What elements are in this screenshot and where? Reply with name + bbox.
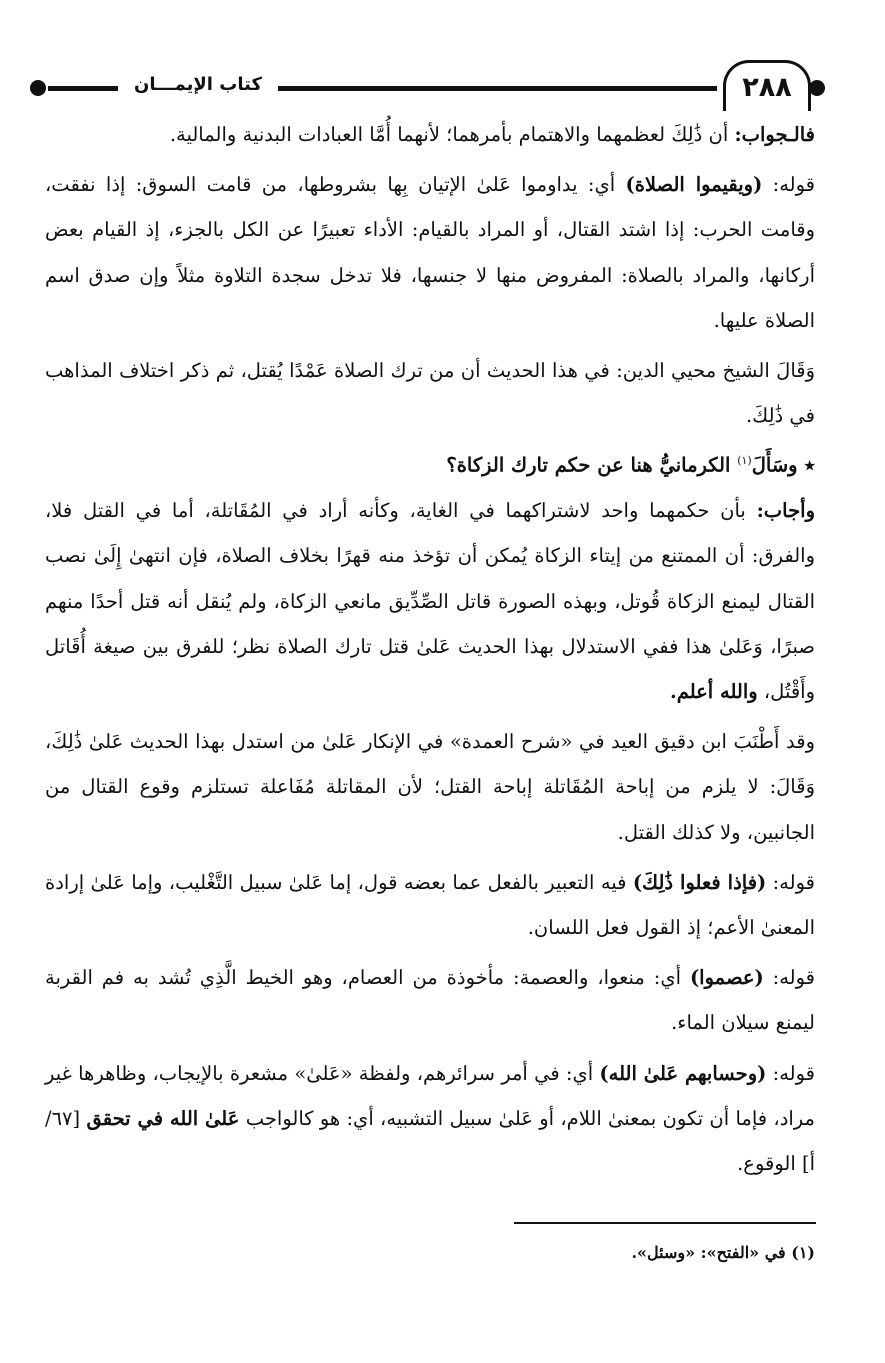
hadith-quote: (ويقيموا الصلاة) xyxy=(625,173,763,197)
paragraph-fa-idha-faalu xyxy=(45,860,815,950)
qawluhu-label: قوله: xyxy=(766,870,815,894)
page-body xyxy=(45,112,815,1186)
header-right-ornament xyxy=(809,80,825,96)
paragraph-muhyiddin xyxy=(45,348,815,438)
book-title: كتاب الإيمـــان xyxy=(118,66,278,104)
answer-lead: فالـجواب: xyxy=(734,123,815,146)
paragraph-text: فيه التعبير بالفعل عما بعضه قول، إما عَلىٰ سبيل التَّغْليب، وإما عَلىٰ إرادة المعنىٰ الأعم؛ إذ القول فعل اللسان. xyxy=(45,870,815,939)
hadith-quote: (عصموا) xyxy=(689,966,764,990)
footnote-1: (١) في «الفتح»: «وسئل». xyxy=(631,1243,815,1262)
paragraph-reply xyxy=(45,488,815,714)
paragraph-text: أي: في أمر سرائرهم، ولفظة «عَلىٰ» مشعرة بالإيجاب، وظاهرها غير مراد، فإما أن تكون بمعنىٰ اللام، أو عَلىٰ سبيل التشبيه، أي: هو كالواجب xyxy=(45,1061,815,1130)
qawluhu-label: قوله: xyxy=(766,1061,815,1085)
paragraph-text: أي: يداوموا عَلىٰ الإتيان بِها بشروطها، من قامت السوق: إذا نفقت، وقامت الحرب: إذا اشتد القتال، أو المراد بالقيام: الأداء تعبيرًا عن الكل بالجزء، إذ القيام بعض أركانها، والمراد بالصلاة: المفروض منها لا جنسها، فلا تدخل سجدة التلاوة مثلاً وإن صدق اسم الصلاة عليها. xyxy=(45,173,815,332)
paragraph-answer xyxy=(45,112,815,157)
paragraph-hisabuhum xyxy=(45,1051,815,1187)
page-number: ٢٨٨ xyxy=(723,60,811,111)
star-marker: ٭ xyxy=(797,453,815,477)
paragraph-text: بأن حكمهما واحد لاشتراكهما في الغاية، وكأنه أراد في المُقَاتلة، أما في القتل فلا، والفرق: أن الممتنع من إيتاء الزكاة يُمكن أن تؤخذ منه قهرًا بخلاف الصلاة، فإن انتهىٰ إِلَىٰ نصب القتال ليمنع الزكاة قُوتل، وبهذه الصورة قاتل الصِّدِّيق مانعي الزكاة، ولم يُنقل أنه قتل أحدًا منهم صبرًا، وَعَلىٰ هذا ففي الاستدلال بهذا الحديث عَلىٰ قتل تارك الصلاة نظر؛ للفرق بين صيغة أُقَاتل وأَقْتُل، xyxy=(45,499,815,703)
paragraph-iqamat-salah xyxy=(45,162,815,343)
paragraph-text: أي: منعوا، والعصمة: مأخوذة من العصام، وهو الخيط الَّذِي تُشد به فم القربة ليمنع سيلان الماء. xyxy=(45,966,815,1035)
hadith-quote: (وحسابهم عَلىٰ الله) xyxy=(599,1061,767,1085)
question-part2: الكرمانيُّ هنا عن حكم تارك الزكاة؟ xyxy=(446,453,738,477)
header-left-ornament xyxy=(30,80,46,96)
footnote-ref[interactable]: (١) xyxy=(737,454,752,468)
qawluhu-label: قوله: xyxy=(763,966,816,990)
paragraph-question-heading xyxy=(45,438,815,488)
qawluhu-label: قوله: xyxy=(762,173,815,197)
question-part1: وسَأَلَ xyxy=(751,453,798,477)
paragraph-ibn-daqiq xyxy=(45,719,815,855)
running-header xyxy=(30,58,825,116)
paragraph-asamu xyxy=(45,955,815,1045)
paragraph-text: وقد أَطْنَبَ ابن دقيق العيد في «شرح العمدة» في الإنكار عَلىٰ من استدل بهذا الحديث عَلىٰ ذَٰلِكَ، وَقَالَ: لا يلزم من إباحة المُقَاتلة إباحة القتل؛ لأن المقاتلة مُفَاعلة تستلزم وقوع القتال من الجانبين، ولا كذلك القتل. xyxy=(45,730,815,844)
reply-lead: وأجاب: xyxy=(756,499,815,523)
paragraph-text: أن ذَٰلِكَ لعظمهما والاهتمام بأمرهما؛ لأنهما أُمَّا العبادات البدنية والمالية. xyxy=(169,123,735,146)
hadith-quote: (فإذا فعلوا ذَٰلِكَ) xyxy=(632,870,767,894)
bold-phrase: عَلىٰ الله في تحقق xyxy=(86,1106,240,1130)
paragraph-text-end: [٦٧/أ] الوقوع. xyxy=(45,1106,815,1175)
closing-formula: والله أعلم. xyxy=(669,679,758,703)
footnote-separator xyxy=(514,1222,816,1224)
paragraph-text: وَقَالَ الشيخ محيي الدين: في هذا الحديث أن من ترك الصلاة عَمْدًا يُقتل، ثم ذكر اختلاف المذاهب في ذَٰلِكَ. xyxy=(45,359,815,428)
